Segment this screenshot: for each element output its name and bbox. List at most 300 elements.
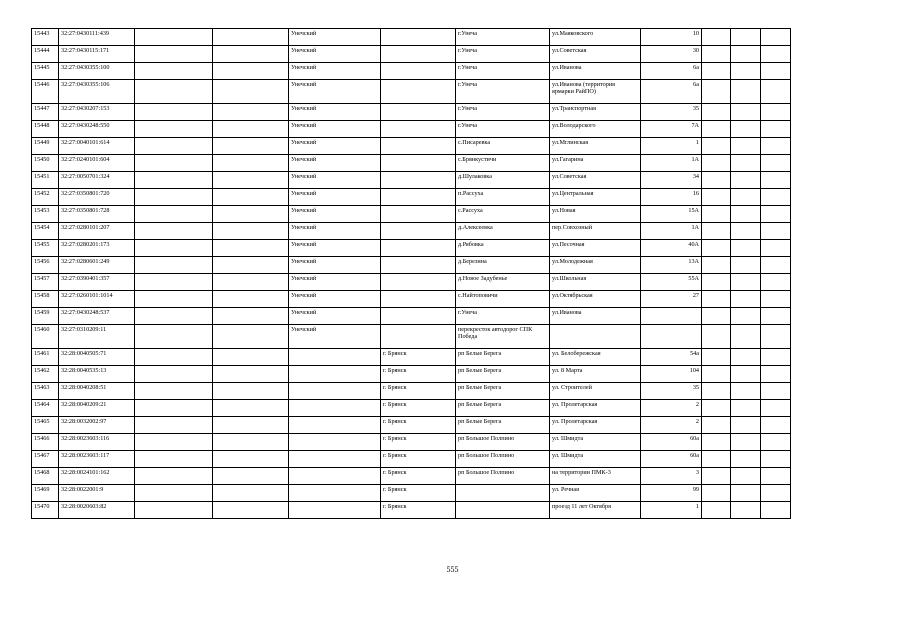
locality-cell: г.Унеча xyxy=(456,121,550,138)
row-number-cell: 15456 xyxy=(32,257,59,274)
row-number-cell: 15449 xyxy=(32,138,59,155)
district-cell: Унечский xyxy=(289,63,381,80)
empty-cell xyxy=(213,189,289,206)
empty-cell xyxy=(135,468,213,485)
empty-cell xyxy=(731,468,761,485)
empty-cell xyxy=(731,172,761,189)
empty-cell xyxy=(702,80,731,104)
empty-cell xyxy=(702,138,731,155)
district-cell: Унечский xyxy=(289,325,381,349)
district-cell: Унечский xyxy=(289,291,381,308)
city-cell xyxy=(381,63,456,80)
empty-cell xyxy=(731,383,761,400)
locality-cell: д.Новое Задубенье xyxy=(456,274,550,291)
empty-cell xyxy=(702,240,731,257)
locality-cell: д.Березина xyxy=(456,257,550,274)
empty-cell xyxy=(213,172,289,189)
street-cell: ул. 8 Марта xyxy=(550,366,641,383)
empty-cell xyxy=(761,434,791,451)
city-cell: г. Брянск xyxy=(381,468,456,485)
cadastral-number-cell: 32:28:0032002:97 xyxy=(59,417,135,434)
empty-cell xyxy=(135,485,213,502)
empty-cell xyxy=(761,104,791,121)
house-number-cell: 1А xyxy=(641,155,702,172)
city-cell xyxy=(381,257,456,274)
district-cell xyxy=(289,485,381,502)
cadastral-number-cell: 32:28:0022001:9 xyxy=(59,485,135,502)
empty-cell xyxy=(761,29,791,46)
empty-cell xyxy=(731,274,761,291)
district-cell: Унечский xyxy=(289,46,381,63)
locality-cell: перекресток автодорог СПК Победа xyxy=(456,325,550,349)
empty-cell xyxy=(702,155,731,172)
locality-cell: п.Рассуха xyxy=(456,189,550,206)
row-number-cell: 15443 xyxy=(32,29,59,46)
row-number-cell: 15469 xyxy=(32,485,59,502)
house-number-cell xyxy=(641,325,702,349)
empty-cell xyxy=(213,451,289,468)
city-cell xyxy=(381,240,456,257)
empty-cell xyxy=(702,451,731,468)
cadastral-number-cell: 32:27:0280601:249 xyxy=(59,257,135,274)
empty-cell xyxy=(731,502,761,519)
cadastral-number-cell: 32:27:0310209:11 xyxy=(59,325,135,349)
table-row xyxy=(32,104,791,121)
district-cell xyxy=(289,451,381,468)
empty-cell xyxy=(731,417,761,434)
district-cell: Унечский xyxy=(289,189,381,206)
empty-cell xyxy=(731,434,761,451)
empty-cell xyxy=(213,155,289,172)
cadastral-number-cell: 32:27:0430111:439 xyxy=(59,29,135,46)
cadastral-number-cell: 32:27:0390401:357 xyxy=(59,274,135,291)
cadastral-number-cell: 32:27:0430355:106 xyxy=(59,80,135,104)
table-row xyxy=(32,349,791,366)
empty-cell xyxy=(135,349,213,366)
street-cell: ул.Маяковского xyxy=(550,29,641,46)
city-cell xyxy=(381,121,456,138)
empty-cell xyxy=(213,291,289,308)
registry-table xyxy=(31,28,791,519)
empty-cell xyxy=(135,80,213,104)
empty-cell xyxy=(761,240,791,257)
street-cell: ул.Иванова xyxy=(550,63,641,80)
empty-cell xyxy=(135,434,213,451)
locality-cell: рп Большое Полпино xyxy=(456,468,550,485)
cadastral-number-cell: 32:27:0350801:728 xyxy=(59,206,135,223)
table-row xyxy=(32,468,791,485)
empty-cell xyxy=(761,155,791,172)
house-number-cell: 27 xyxy=(641,291,702,308)
empty-cell xyxy=(761,80,791,104)
table-row xyxy=(32,257,791,274)
empty-cell xyxy=(761,417,791,434)
house-number-cell: 1 xyxy=(641,138,702,155)
locality-cell xyxy=(456,485,550,502)
street-cell: ул. Белобережская xyxy=(550,349,641,366)
house-number-cell: 1 xyxy=(641,502,702,519)
empty-cell xyxy=(213,223,289,240)
cadastral-number-cell: 32:27:0240101:604 xyxy=(59,155,135,172)
street-cell: ул.Советская xyxy=(550,172,641,189)
street-cell: ул. Шмидта xyxy=(550,451,641,468)
table-row xyxy=(32,29,791,46)
table-row xyxy=(32,206,791,223)
street-cell: ул. Пролетарская xyxy=(550,417,641,434)
cadastral-number-cell: 32:28:0024101:162 xyxy=(59,468,135,485)
house-number-cell: 10 xyxy=(641,29,702,46)
empty-cell xyxy=(135,366,213,383)
district-cell xyxy=(289,349,381,366)
row-number-cell: 15450 xyxy=(32,155,59,172)
empty-cell xyxy=(135,206,213,223)
city-cell xyxy=(381,46,456,63)
house-number-cell: 54а xyxy=(641,349,702,366)
district-cell: Унечский xyxy=(289,80,381,104)
empty-cell xyxy=(761,291,791,308)
empty-cell xyxy=(731,291,761,308)
city-cell xyxy=(381,155,456,172)
empty-cell xyxy=(702,417,731,434)
empty-cell xyxy=(213,485,289,502)
empty-cell xyxy=(702,468,731,485)
empty-cell xyxy=(213,29,289,46)
locality-cell: с.Рассуха xyxy=(456,206,550,223)
house-number-cell: 35 xyxy=(641,383,702,400)
empty-cell xyxy=(761,400,791,417)
locality-cell: д.Шулаковка xyxy=(456,172,550,189)
table-row xyxy=(32,189,791,206)
empty-cell xyxy=(135,240,213,257)
house-number-cell: 30 xyxy=(641,46,702,63)
locality-cell: д.Рябовка xyxy=(456,240,550,257)
cadastral-number-cell: 32:27:0280101:207 xyxy=(59,223,135,240)
locality-cell: рп Белые Берега xyxy=(456,417,550,434)
city-cell: г. Брянск xyxy=(381,400,456,417)
street-cell: на территории ПМК-3 xyxy=(550,468,641,485)
district-cell: Унечский xyxy=(289,172,381,189)
empty-cell xyxy=(213,274,289,291)
row-number-cell: 15447 xyxy=(32,104,59,121)
table-row xyxy=(32,223,791,240)
empty-cell xyxy=(761,189,791,206)
empty-cell xyxy=(761,206,791,223)
district-cell xyxy=(289,417,381,434)
empty-cell xyxy=(731,257,761,274)
empty-cell xyxy=(702,46,731,63)
empty-cell xyxy=(135,325,213,349)
empty-cell xyxy=(761,138,791,155)
empty-cell xyxy=(761,502,791,519)
district-cell xyxy=(289,434,381,451)
empty-cell xyxy=(702,383,731,400)
empty-cell xyxy=(135,172,213,189)
empty-cell xyxy=(213,434,289,451)
district-cell: Унечский xyxy=(289,240,381,257)
empty-cell xyxy=(702,206,731,223)
row-number-cell: 15446 xyxy=(32,80,59,104)
table-row xyxy=(32,80,791,104)
empty-cell xyxy=(213,138,289,155)
cadastral-number-cell: 32:28:0023603:116 xyxy=(59,434,135,451)
table-row xyxy=(32,485,791,502)
empty-cell xyxy=(135,400,213,417)
row-number-cell: 15448 xyxy=(32,121,59,138)
row-number-cell: 15444 xyxy=(32,46,59,63)
empty-cell xyxy=(135,383,213,400)
empty-cell xyxy=(135,138,213,155)
street-cell xyxy=(550,325,641,349)
cadastral-number-cell: 32:28:0020603:82 xyxy=(59,502,135,519)
row-number-cell: 15468 xyxy=(32,468,59,485)
empty-cell xyxy=(731,400,761,417)
table-row xyxy=(32,274,791,291)
empty-cell xyxy=(761,63,791,80)
table-row xyxy=(32,502,791,519)
district-cell: Унечский xyxy=(289,206,381,223)
cadastral-number-cell: 32:27:0260101:1014 xyxy=(59,291,135,308)
row-number-cell: 15457 xyxy=(32,274,59,291)
empty-cell xyxy=(135,121,213,138)
empty-cell xyxy=(702,400,731,417)
street-cell: ул.Гагарина xyxy=(550,155,641,172)
row-number-cell: 15462 xyxy=(32,366,59,383)
street-cell: ул.Новая xyxy=(550,206,641,223)
city-cell xyxy=(381,223,456,240)
city-cell xyxy=(381,29,456,46)
street-cell: ул.Иванова (территория ярмарки РайПО) xyxy=(550,80,641,104)
house-number-cell: 6а xyxy=(641,80,702,104)
district-cell: Унечский xyxy=(289,155,381,172)
empty-cell xyxy=(213,417,289,434)
empty-cell xyxy=(702,485,731,502)
empty-cell xyxy=(135,502,213,519)
empty-cell xyxy=(135,257,213,274)
city-cell xyxy=(381,104,456,121)
street-cell: ул.Транспортная xyxy=(550,104,641,121)
empty-cell xyxy=(761,274,791,291)
cadastral-number-cell: 32:28:0040505:71 xyxy=(59,349,135,366)
locality-cell: г.Унеча xyxy=(456,308,550,325)
cadastral-number-cell: 32:27:0040101:614 xyxy=(59,138,135,155)
cadastral-number-cell: 32:27:0350801:720 xyxy=(59,189,135,206)
row-number-cell: 15454 xyxy=(32,223,59,240)
house-number-cell: 35 xyxy=(641,104,702,121)
district-cell: Унечский xyxy=(289,257,381,274)
empty-cell xyxy=(135,308,213,325)
table-row xyxy=(32,366,791,383)
row-number-cell: 15466 xyxy=(32,434,59,451)
city-cell: г. Брянск xyxy=(381,349,456,366)
city-cell xyxy=(381,172,456,189)
street-cell: ул. Пролетарская xyxy=(550,400,641,417)
locality-cell: рп Большое Полпино xyxy=(456,451,550,468)
empty-cell xyxy=(731,485,761,502)
cadastral-number-cell: 32:27:0430355:100 xyxy=(59,63,135,80)
street-cell: ул.Иванова xyxy=(550,308,641,325)
district-cell: Унечский xyxy=(289,29,381,46)
table-row xyxy=(32,451,791,468)
house-number-cell: 2 xyxy=(641,417,702,434)
city-cell xyxy=(381,291,456,308)
empty-cell xyxy=(731,223,761,240)
empty-cell xyxy=(731,104,761,121)
cadastral-number-cell: 32:27:0430248:537 xyxy=(59,308,135,325)
row-number-cell: 15451 xyxy=(32,172,59,189)
empty-cell xyxy=(702,291,731,308)
empty-cell xyxy=(731,366,761,383)
empty-cell xyxy=(213,383,289,400)
locality-cell: рп Белые Берега xyxy=(456,366,550,383)
street-cell: ул.Центральная xyxy=(550,189,641,206)
empty-cell xyxy=(731,121,761,138)
empty-cell xyxy=(702,121,731,138)
house-number-cell: 104 xyxy=(641,366,702,383)
district-cell: Унечский xyxy=(289,308,381,325)
table-row xyxy=(32,400,791,417)
street-cell: ул. Речная xyxy=(550,485,641,502)
house-number-cell: 6а xyxy=(641,63,702,80)
locality-cell: рп Белые Берега xyxy=(456,383,550,400)
street-cell: ул. Шмидта xyxy=(550,434,641,451)
empty-cell xyxy=(702,189,731,206)
empty-cell xyxy=(213,240,289,257)
street-cell: ул.Мглинская xyxy=(550,138,641,155)
empty-cell xyxy=(761,366,791,383)
row-number-cell: 15465 xyxy=(32,417,59,434)
locality-cell: г.Унеча xyxy=(456,46,550,63)
cadastral-number-cell: 32:27:0430248:550 xyxy=(59,121,135,138)
district-cell xyxy=(289,383,381,400)
empty-cell xyxy=(731,189,761,206)
locality-cell: д.Алексеевка xyxy=(456,223,550,240)
locality-cell: рп Белые Берега xyxy=(456,400,550,417)
cadastral-number-cell: 32:28:0040208:51 xyxy=(59,383,135,400)
district-cell xyxy=(289,366,381,383)
empty-cell xyxy=(213,325,289,349)
empty-cell xyxy=(761,121,791,138)
empty-cell xyxy=(731,80,761,104)
table-row xyxy=(32,325,791,349)
empty-cell xyxy=(135,189,213,206)
empty-cell xyxy=(135,29,213,46)
empty-cell xyxy=(702,434,731,451)
district-cell: Унечский xyxy=(289,223,381,240)
street-cell: ул.Советская xyxy=(550,46,641,63)
empty-cell xyxy=(213,366,289,383)
city-cell: г. Брянск xyxy=(381,434,456,451)
street-cell: ул.Володарского xyxy=(550,121,641,138)
cadastral-number-cell: 32:27:0280201:173 xyxy=(59,240,135,257)
empty-cell xyxy=(702,274,731,291)
empty-cell xyxy=(731,308,761,325)
table-row xyxy=(32,63,791,80)
locality-cell: с.Брянкустичи xyxy=(456,155,550,172)
empty-cell xyxy=(731,206,761,223)
empty-cell xyxy=(213,46,289,63)
empty-cell xyxy=(702,366,731,383)
cadastral-number-cell: 32:28:0023603:117 xyxy=(59,451,135,468)
city-cell xyxy=(381,206,456,223)
locality-cell: г.Унеча xyxy=(456,104,550,121)
empty-cell xyxy=(731,138,761,155)
table-row xyxy=(32,308,791,325)
empty-cell xyxy=(135,223,213,240)
empty-cell xyxy=(731,325,761,349)
table-row xyxy=(32,138,791,155)
empty-cell xyxy=(731,155,761,172)
empty-cell xyxy=(761,223,791,240)
empty-cell xyxy=(213,308,289,325)
empty-cell xyxy=(761,468,791,485)
row-number-cell: 15470 xyxy=(32,502,59,519)
house-number-cell: 60а xyxy=(641,434,702,451)
city-cell: г. Брянск xyxy=(381,417,456,434)
district-cell: Унечский xyxy=(289,138,381,155)
locality-cell: г.Унеча xyxy=(456,29,550,46)
empty-cell xyxy=(213,349,289,366)
row-number-cell: 15460 xyxy=(32,325,59,349)
empty-cell xyxy=(213,468,289,485)
house-number-cell: 13А xyxy=(641,257,702,274)
locality-cell: рп Большое Полпино xyxy=(456,434,550,451)
locality-cell: г.Унеча xyxy=(456,63,550,80)
empty-cell xyxy=(213,63,289,80)
empty-cell xyxy=(761,383,791,400)
empty-cell xyxy=(135,46,213,63)
empty-cell xyxy=(135,291,213,308)
locality-cell: г.Унеча xyxy=(456,80,550,104)
locality-cell: с.Найтоповичи xyxy=(456,291,550,308)
row-number-cell: 15452 xyxy=(32,189,59,206)
table-row xyxy=(32,417,791,434)
city-cell: г. Брянск xyxy=(381,485,456,502)
table-row xyxy=(32,172,791,189)
house-number-cell: 34 xyxy=(641,172,702,189)
cadastral-number-cell: 32:28:0040535:13 xyxy=(59,366,135,383)
empty-cell xyxy=(213,121,289,138)
street-cell: пер.Совхозный xyxy=(550,223,641,240)
locality-cell: с.Писаревка xyxy=(456,138,550,155)
row-number-cell: 15463 xyxy=(32,383,59,400)
cadastral-number-cell: 32:27:0050701:324 xyxy=(59,172,135,189)
empty-cell xyxy=(213,400,289,417)
city-cell xyxy=(381,80,456,104)
district-cell: Унечский xyxy=(289,274,381,291)
cadastral-number-cell: 32:27:0430115:171 xyxy=(59,46,135,63)
empty-cell xyxy=(761,325,791,349)
empty-cell xyxy=(702,257,731,274)
empty-cell xyxy=(761,257,791,274)
empty-cell xyxy=(702,63,731,80)
cadastral-number-cell: 32:27:0430207:153 xyxy=(59,104,135,121)
empty-cell xyxy=(213,104,289,121)
district-cell xyxy=(289,400,381,417)
empty-cell xyxy=(731,451,761,468)
street-cell: ул. Строителей xyxy=(550,383,641,400)
empty-cell xyxy=(761,349,791,366)
empty-cell xyxy=(135,63,213,80)
city-cell xyxy=(381,274,456,291)
house-number-cell: 16 xyxy=(641,189,702,206)
row-number-cell: 15445 xyxy=(32,63,59,80)
empty-cell xyxy=(702,502,731,519)
empty-cell xyxy=(702,29,731,46)
empty-cell xyxy=(731,29,761,46)
empty-cell xyxy=(213,206,289,223)
table-row xyxy=(32,155,791,172)
house-number-cell: 1А xyxy=(641,223,702,240)
